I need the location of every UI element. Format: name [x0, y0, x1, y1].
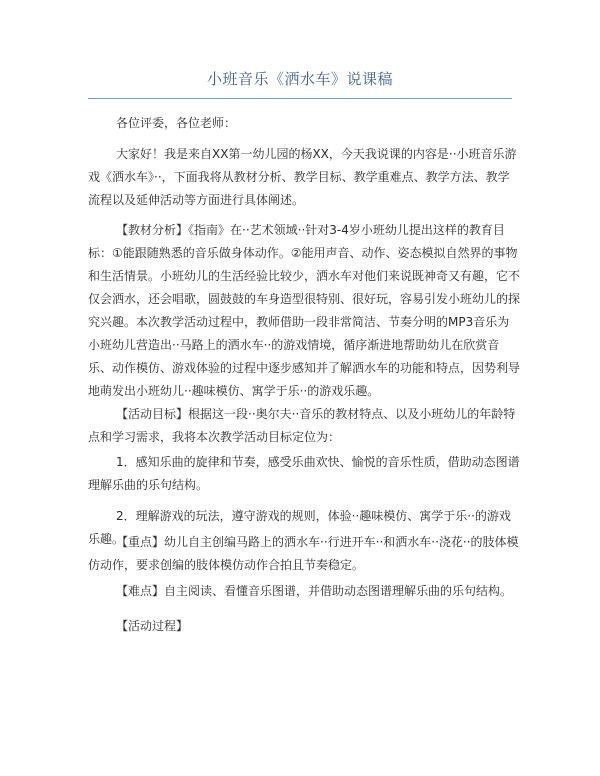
goal-item-2: 2．理解游戏的玩法，遵守游戏的规则，体验··趣味模仿、寓学于乐··的游戏乐趣。: [88, 509, 511, 546]
document-title: 小班音乐《洒水车》说课稿: [206, 70, 393, 88]
goal-item-1: 1．感知乐曲的旋律和节奏，感受乐曲欢快、愉悦的音乐性质，借助动态图谱理解乐曲的乐句结构。: [88, 455, 520, 492]
difficulty-paragraph: 【难点】自主阅读、看懂音乐图谱，并借助动态图谱理解乐曲的乐句结构。: [116, 584, 513, 598]
title-underline: [88, 98, 512, 99]
greeting-paragraph: 各位评委，各位老师：: [116, 116, 237, 130]
key-point-paragraph: 【重点】幼儿自主创编马路上的洒水车··行进开车··和洒水车··浇花··的肢体模仿动作，要求创编的肢体模仿动作合拍且节奏稳定。: [88, 535, 519, 572]
material-analysis-paragraph: 【教材分析】《指南》在··艺术领域··针对3-4岁小班幼儿提出这样的教育目标：①能跟随熟悉的音乐做身体动作。②能用声音、动作、姿态模拟自然界的事物和生活情景。小班幼儿的生活经验比较少，洒水车对他们来说既神奇又有趣，它不仅会洒水，还会唱歌，圆鼓鼓的车身造型很特别、很好玩，容易引发小班幼儿的探究兴趣。本次教学活动过程中，教师借助一段非常简洁、节奏分明的MP3音乐为小班幼儿营造出··马路上的洒水车··的游戏情境，循序渐进地帮助幼儿在欣赏音乐、动作模仿、游戏体验的过程中逐步感知并了解洒水车的功能和特点，因势利导地萌发出小班幼儿··趣味模仿、寓学于乐··的游戏乐趣。: [88, 223, 521, 398]
process-heading: 【活动过程】: [116, 619, 189, 633]
intro-paragraph: 大家好！我是来自XX第一幼儿园的杨XX，今天我说课的内容是··小班音乐游戏《洒水车》··，下面我将从教材分析、教学目标、教学重难点、教学方法、教学流程以及延伸活动等方面进行具体阐述。: [88, 147, 517, 207]
activity-goal-paragraph: 【活动目标】根据这一段··奥尔夫··音乐的教材特点、以及小班幼儿的年龄特点和学习需求，我将本次教学活动目标定位为：: [88, 407, 516, 444]
